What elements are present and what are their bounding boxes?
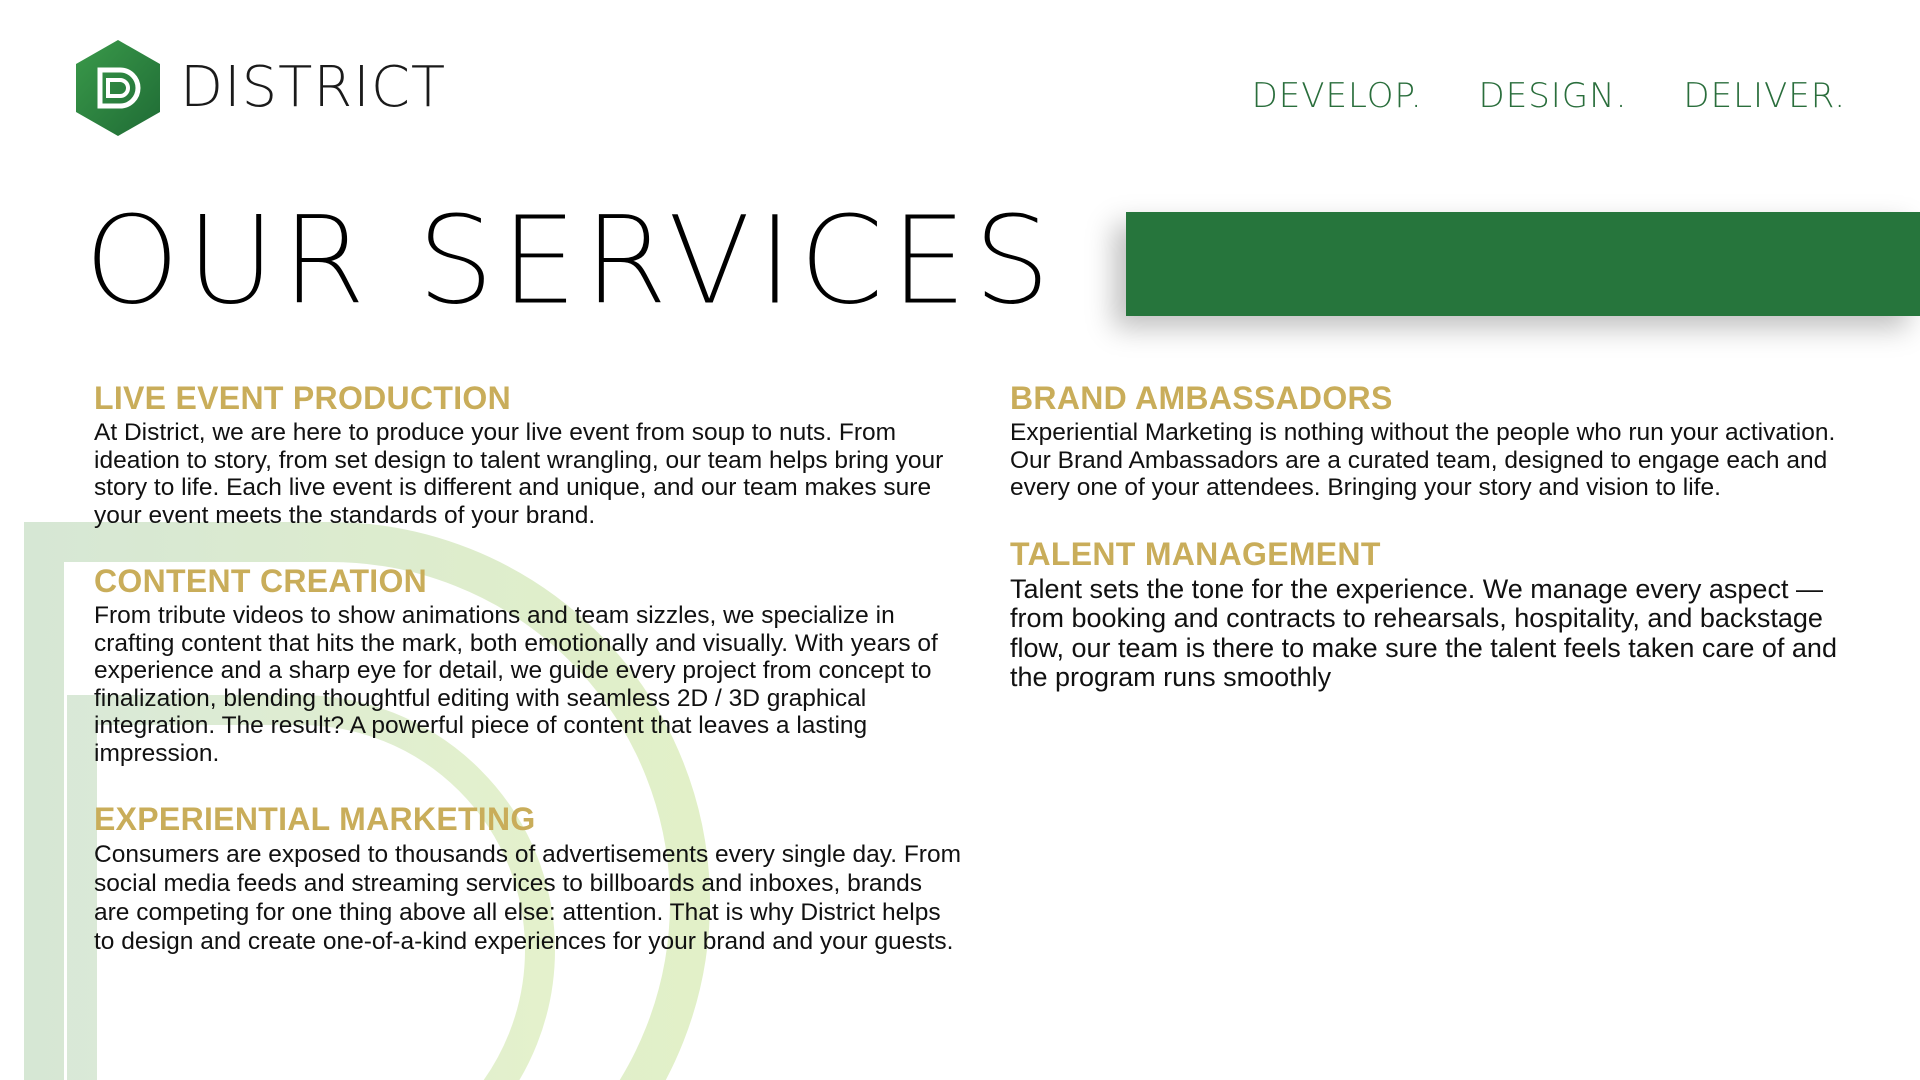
service-talent-management (1010, 536, 1870, 693)
service-brand-ambassadors (1010, 380, 1870, 502)
district-logo (74, 38, 446, 138)
service-experiential-marketing (94, 801, 964, 956)
service-heading: LIVE EVENT PRODUCTION (94, 380, 512, 416)
service-body: At District, we are here to produce your live event from soup to nuts. From ideation to story, from set design to talent wrangling, our team helps bring your story to life. Each live event is different and unique, and our team makes sure your event meets the standards of your brand. (94, 419, 944, 529)
tagline-deliver: DELIVER. (1683, 76, 1846, 116)
service-body: Talent sets the tone for the experience. We manage every aspect — from booking and contracts to rehearsals, hospitality, and backstage flow, our team is there to make sure the talent feels taken care of and the program runs smoothly (1010, 573, 1837, 692)
service-content-creation (94, 563, 964, 767)
service-heading: EXPERIENTIAL MARKETING (94, 801, 536, 837)
service-body: Consumers are exposed to thousands of advertisements every single day. From social media feeds and streaming services to billboards and inboxes, brands are competing for one thing above all else: attention. That is why District helps to design and create one-of-a-kind experiences for your brand and your guests. (94, 841, 961, 955)
service-heading: CONTENT CREATION (94, 563, 428, 599)
service-body: Experiential Marketing is nothing without the people who run your activation. Our Brand Ambassadors are a curated team, designed to engage each and every one of your attendees. Bringing your story and vision to life. (1010, 419, 1836, 501)
service-heading: BRAND AMBASSADORS (1010, 380, 1393, 416)
service-live-event-production (94, 380, 964, 529)
tagline (1252, 76, 1846, 116)
page-title: OUR SERVICES (84, 190, 1057, 332)
title-accent-bar (1126, 212, 1920, 316)
district-hexagon-icon (74, 38, 162, 138)
brand-name: DISTRICT (180, 55, 447, 120)
service-heading: TALENT MANAGEMENT (1010, 535, 1381, 572)
tagline-design: DESIGN. (1478, 76, 1628, 116)
service-body: From tribute videos to show animations and team sizzles, we specialize in crafting content that hits the mark, both emotionally and visually. With years of experience and a sharp eye for detail, we guide every project from concept to finalization, blending thoughtful editing with seamless 2D / 3D graphical integration. The result? A powerful piece of content that leaves a lasting impression. (94, 602, 938, 767)
tagline-develop: DEVELOP. (1251, 76, 1423, 116)
services-left-column (94, 380, 964, 990)
services-right-column (1010, 380, 1870, 727)
